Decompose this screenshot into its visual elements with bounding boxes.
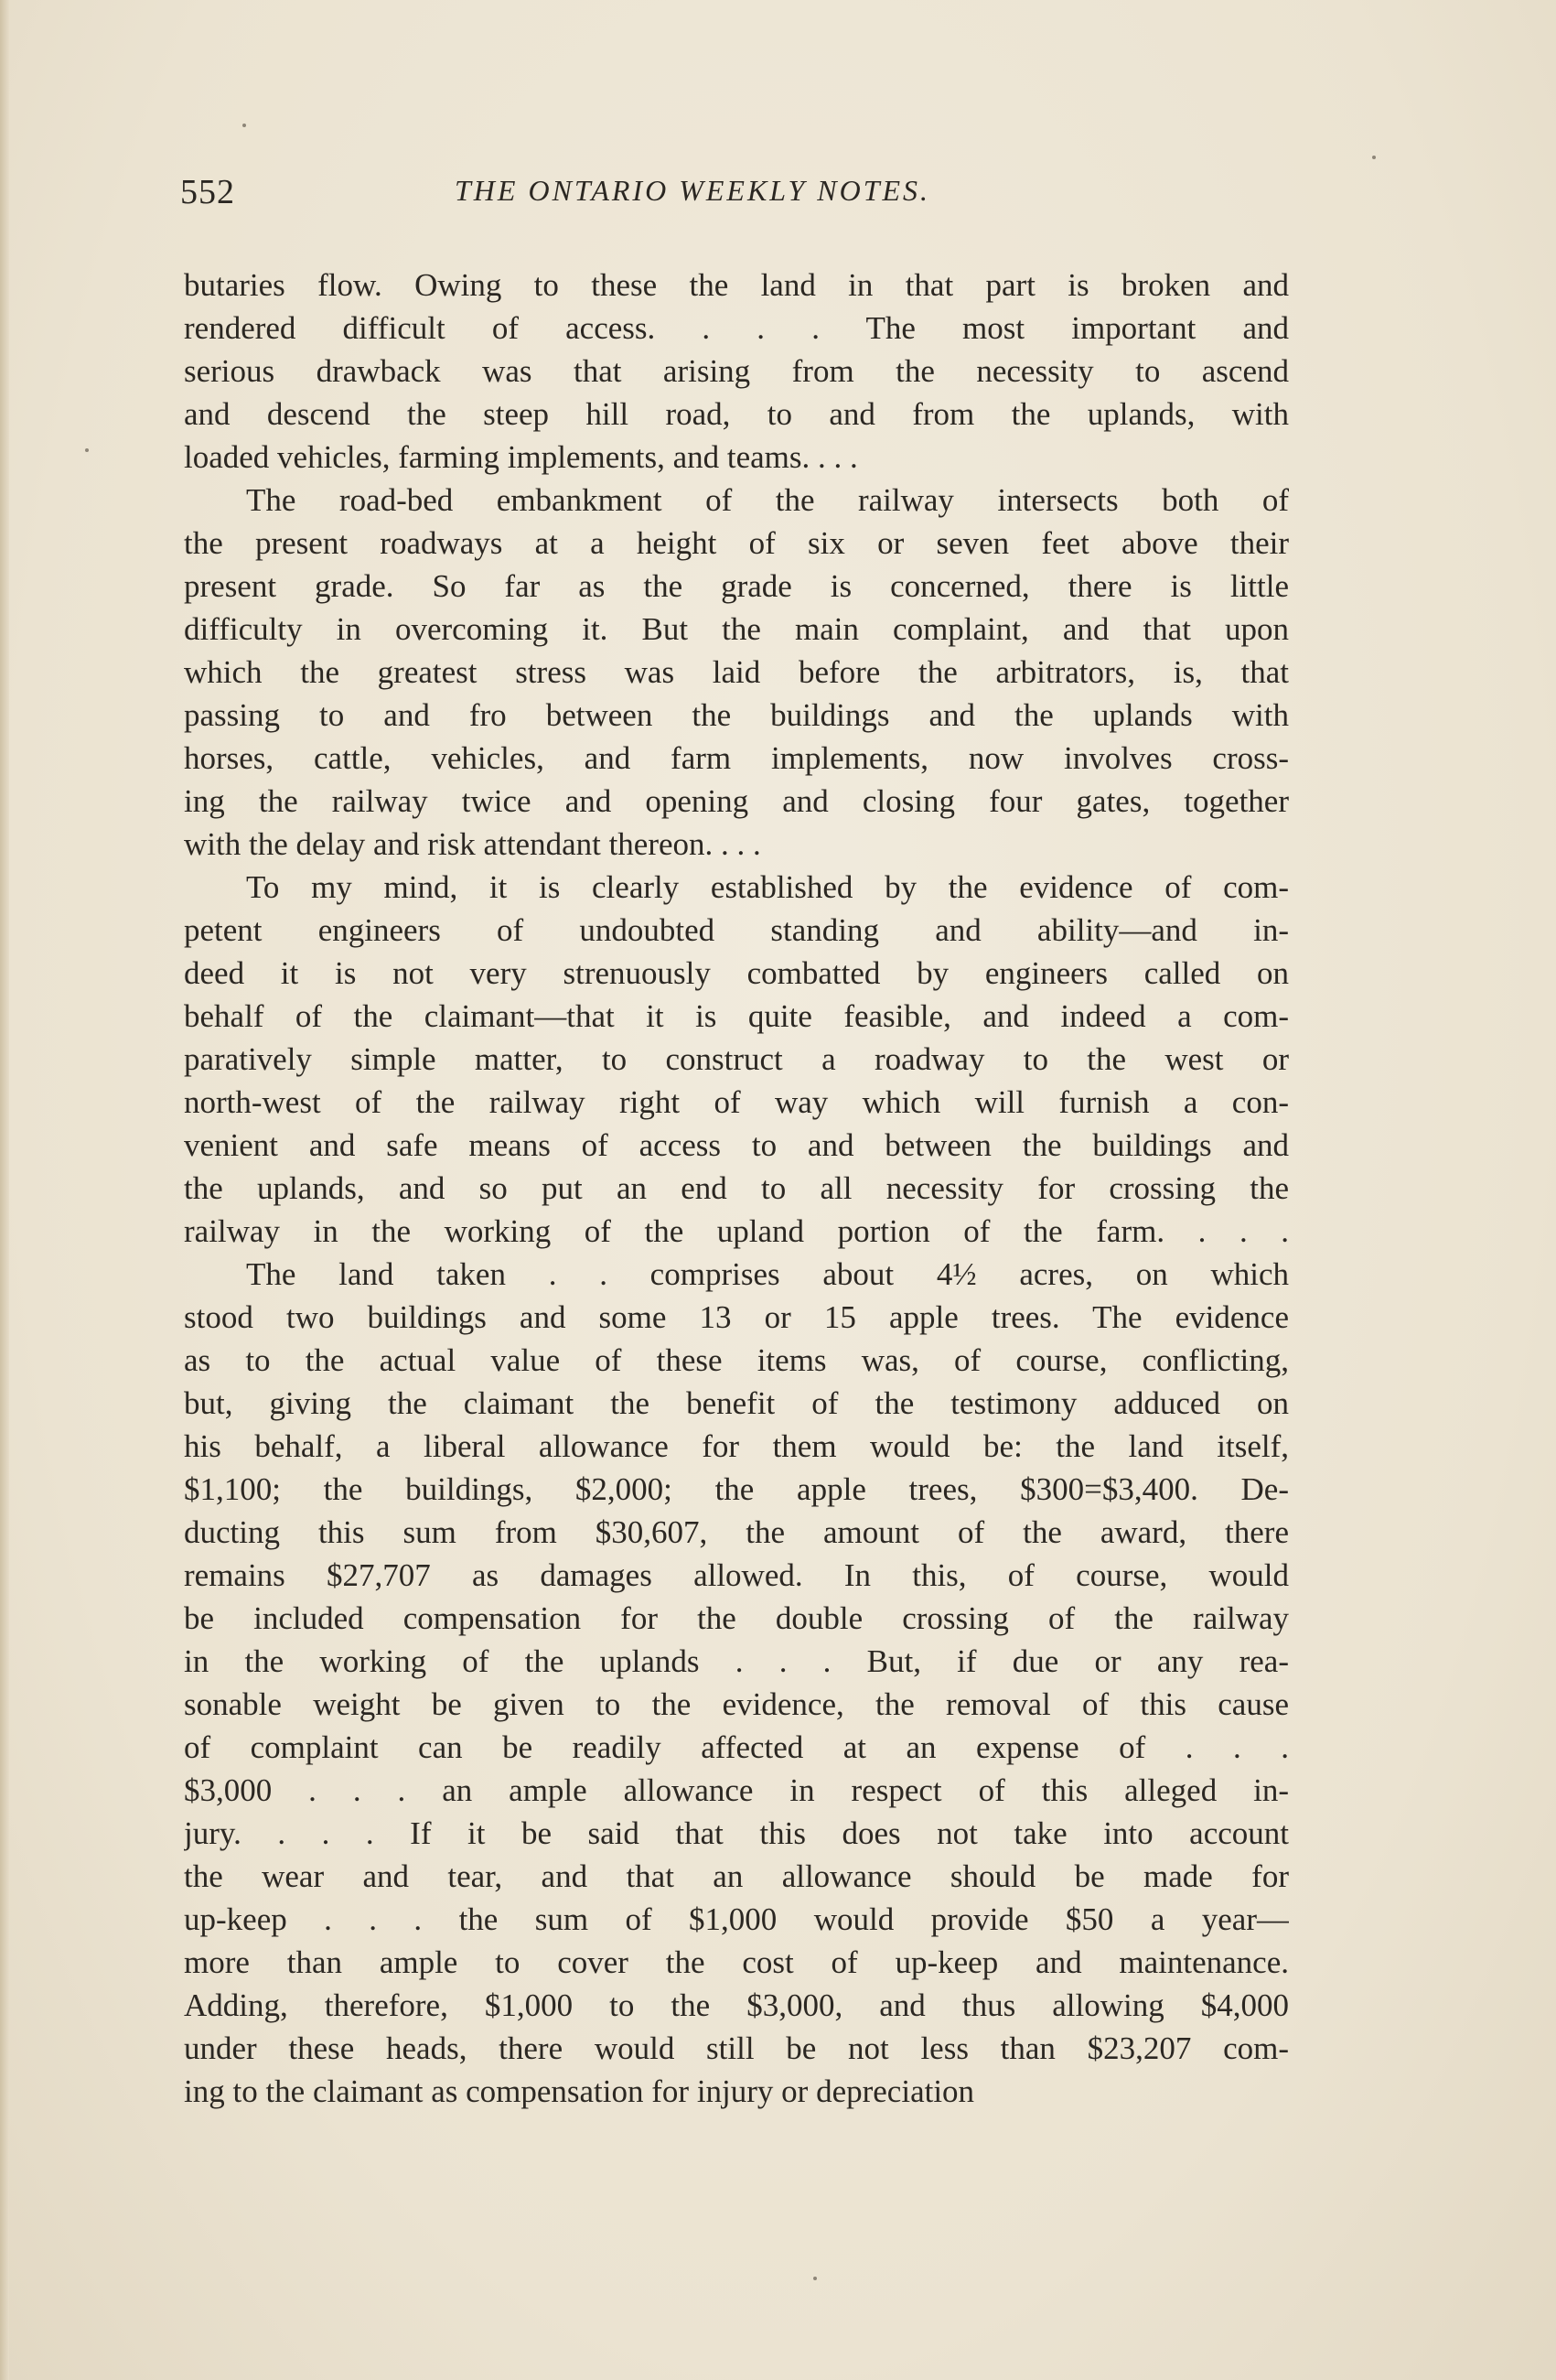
- text-line: north-west of the railway right of way which will furnish a con-: [184, 1084, 1289, 1120]
- text-line: with the delay and risk attendant thereon. . . .: [184, 826, 761, 862]
- text-line: more than ample to cover the cost of up-keep and maintenance.: [184, 1944, 1289, 1980]
- text-line: present grade. So far as the grade is concerned, there is little: [184, 568, 1289, 604]
- text-line: and descend the steep hill road, to and from the uplands, with: [184, 396, 1289, 432]
- text-line: in the working of the uplands . . . But, if due or any rea-: [184, 1643, 1289, 1679]
- text-line: ducting this sum from $30,607, the amount of the award, there: [184, 1514, 1289, 1550]
- text-line: difficulty in overcoming it. But the main complaint, and that upon: [184, 611, 1289, 647]
- text-line: railway in the working of the upland portion of the farm. . . .: [184, 1213, 1289, 1249]
- paper-speck: [85, 448, 89, 452]
- text-line: ing to the claimant as compensation for injury or depreciation: [184, 2073, 975, 2109]
- text-line: but, giving the claimant the benefit of the testimony adduced on: [184, 1385, 1289, 1421]
- body-text: [184, 264, 1289, 2113]
- text-line: the wear and tear, and that an allowance should be made for: [184, 1858, 1289, 1894]
- text-line: petent engineers of undoubted standing and ability—and in-: [184, 912, 1289, 948]
- page-binding-edge: [0, 0, 9, 2380]
- text-line: the present roadways at a height of six or seven feet above their: [184, 525, 1289, 561]
- text-line: behalf of the claimant—that it is quite feasible, and indeed a com-: [184, 998, 1289, 1034]
- text-line: $3,000 . . . an ample allowance in respect of this alleged in-: [184, 1772, 1289, 1808]
- text-line: the uplands, and so put an end to all necessity for crossing the: [184, 1170, 1289, 1206]
- text-line: stood two buildings and some 13 or 15 apple trees. The evidence: [184, 1299, 1289, 1335]
- text-line: The road-bed embankment of the railway intersects both of: [246, 482, 1289, 518]
- text-line: horses, cattle, vehicles, and farm implements, now involves cross-: [184, 740, 1289, 776]
- text-line: butaries flow. Owing to these the land in that part is broken and: [184, 267, 1289, 303]
- text-line: be included compensation for the double crossing of the railway: [184, 1600, 1289, 1636]
- text-line: Adding, therefore, $1,000 to the $3,000, and thus allowing $4,000: [184, 1987, 1289, 2023]
- text-line: To my mind, it is clearly established by the evidence of com-: [246, 869, 1289, 905]
- text-line: rendered difficult of access. . . . The most important and: [184, 310, 1289, 346]
- text-line: jury. . . . If it be said that this does not take into account: [184, 1815, 1289, 1851]
- text-line: his behalf, a liberal allowance for them would be: the land itself,: [184, 1428, 1289, 1464]
- text-line: as to the actual value of these items was, of course, conflicting,: [184, 1342, 1289, 1378]
- page-header: [180, 172, 1305, 227]
- text-line: loaded vehicles, farming implements, and teams. . . .: [184, 439, 858, 475]
- text-line: venient and safe means of access to and between the buildings and: [184, 1127, 1289, 1163]
- text-line: serious drawback was that arising from the necessity to ascend: [184, 353, 1289, 389]
- text-line: passing to and fro between the buildings and the uplands with: [184, 697, 1289, 733]
- text-line: remains $27,707 as damages allowed. In this, of course, would: [184, 1557, 1289, 1593]
- text-line: sonable weight be given to the evidence, the removal of this cause: [184, 1686, 1289, 1722]
- text-line: ing the railway twice and opening and closing four gates, together: [184, 783, 1289, 819]
- page-number: 552: [180, 173, 235, 211]
- text-line: The land taken . . comprises about 4½ acres, on which: [246, 1256, 1289, 1292]
- paper-speck: [813, 2277, 817, 2280]
- text-line: deed it is not very strenuously combatted by engineers called on: [184, 955, 1289, 991]
- text-line: $1,100; the buildings, $2,000; the apple trees, $300=$3,400. De-: [184, 1471, 1289, 1507]
- text-line: paratively simple matter, to construct a roadway to the west or: [184, 1041, 1289, 1077]
- text-line: under these heads, there would still be not less than $23,207 com-: [184, 2030, 1289, 2066]
- text-line: up-keep . . . the sum of $1,000 would provide $50 a year—: [184, 1901, 1289, 1937]
- paper-speck: [1372, 156, 1376, 159]
- paper-speck: [242, 124, 246, 127]
- text-line: of complaint can be readily affected at an expense of . . .: [184, 1729, 1289, 1765]
- text-line: which the greatest stress was laid before the arbitrators, is, that: [184, 654, 1289, 690]
- running-title: THE ONTARIO WEEKLY NOTES.: [455, 174, 931, 207]
